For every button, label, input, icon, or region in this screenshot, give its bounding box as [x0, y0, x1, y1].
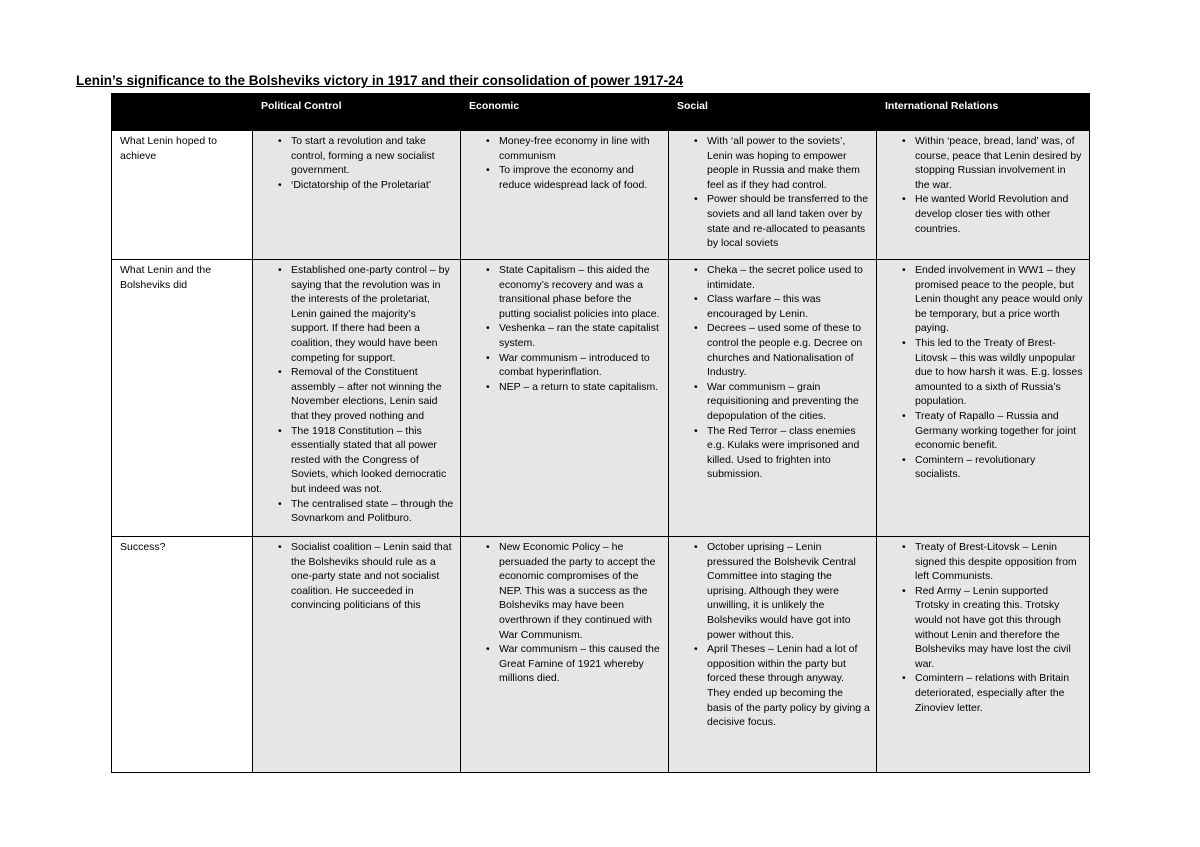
list-item: • The centralised state – through the Sovnarkom and Politburo.	[257, 497, 454, 526]
table-row	[112, 131, 1090, 260]
list-item: • War communism – this caused the Great Famine of 1921 whereby millions died.	[465, 642, 662, 686]
bullet-list	[673, 263, 870, 482]
cell-success-social	[669, 537, 877, 773]
row-label-hoped: What Lenin hoped to achieve	[112, 131, 253, 260]
bullet-list	[881, 134, 1083, 236]
bullet-list	[465, 134, 662, 192]
list-item: • October uprising – Lenin pressured the Bolshevik Central Committee into staging the uprising. Although they were unwilling, it is unlikely the Bolsheviks would have got into power without this.	[673, 540, 870, 642]
list-item: • ‘Dictatorship of the Proletariat’	[257, 178, 454, 193]
cell-hoped-economic	[461, 131, 669, 260]
cell-success-economic	[461, 537, 669, 773]
list-item: • Decrees – used some of these to control the people e.g. Decree on churches and Nationalisation of Industry.	[673, 321, 870, 379]
bullet-list	[673, 540, 870, 730]
header-international-relations: International Relations	[877, 94, 1090, 131]
list-item: • Ended involvement in WW1 – they promised peace to the people, but Lenin thought any peace would only be temporary, but a price worth paying.	[881, 263, 1083, 336]
bullet-list	[257, 134, 454, 192]
list-item: • The 1918 Constitution – this essentially stated that all power rested with the Congress of Soviets, which looked democratic but indeed was not.	[257, 424, 454, 497]
cell-did-economic	[461, 260, 669, 537]
header-political-control: Political Control	[253, 94, 461, 131]
bullet-list	[881, 263, 1083, 482]
cell-hoped-social	[669, 131, 877, 260]
header-economic: Economic	[461, 94, 669, 131]
bullet-list	[257, 540, 454, 613]
list-item: • With ‘all power to the soviets’, Lenin was hoping to empower people in Russia and make them feel as if they had control.	[673, 134, 870, 192]
cell-did-political	[253, 260, 461, 537]
list-item: • Money-free economy in line with communism	[465, 134, 662, 163]
list-item: • The Red Terror – class enemies e.g. Kulaks were imprisoned and killed. Used to frighten into submission.	[673, 424, 870, 482]
cell-did-social	[669, 260, 877, 537]
header-blank	[112, 94, 253, 131]
list-item: • State Capitalism – this aided the economy’s recovery and was a transitional phase before the putting socialist policies into place.	[465, 263, 662, 321]
row-label-success: Success?	[112, 537, 253, 773]
cell-hoped-international	[877, 131, 1090, 260]
row-label-did: What Lenin and the Bolsheviks did	[112, 260, 253, 537]
cell-did-international	[877, 260, 1090, 537]
list-item: • New Economic Policy – he persuaded the party to accept the economic compromises of the NEP. This was a success as the Bolsheviks may have been overthrown if they continued with War Communism.	[465, 540, 662, 642]
bullet-list	[465, 263, 662, 394]
list-item: • Class warfare – this was encouraged by Lenin.	[673, 292, 870, 321]
list-item: • April Theses – Lenin had a lot of opposition within the party but forced these through anyway. They ended up becoming the basis of the party policy by giving a decisive focus.	[673, 642, 870, 730]
bullet-list	[257, 263, 454, 526]
list-item: • Veshenka – ran the state capitalist system.	[465, 321, 662, 350]
table-row	[112, 260, 1090, 537]
bullet-list	[673, 134, 870, 251]
header-row	[112, 94, 1090, 131]
cell-success-political	[253, 537, 461, 773]
list-item: • War communism – introduced to combat hyperinflation.	[465, 351, 662, 380]
list-item: • Comintern – relations with Britain deteriorated, especially after the Zinoviev letter.	[881, 671, 1083, 715]
page-title: Lenin’s significance to the Bolsheviks victory in 1917 and their consolidation of power 1917-24	[76, 73, 684, 88]
list-item: • Comintern – revolutionary socialists.	[881, 453, 1083, 482]
cell-hoped-political	[253, 131, 461, 260]
bullet-list	[465, 540, 662, 686]
list-item: • NEP – a return to state capitalism.	[465, 380, 662, 395]
list-item: • Socialist coalition – Lenin said that the Bolsheviks should rule as a one-party state and not socialist coalition. He succeeded in convincing politicians of this	[257, 540, 454, 613]
list-item: • War communism – grain requisitioning and preventing the depopulation of the cities.	[673, 380, 870, 424]
list-item: • Treaty of Rapallo – Russia and Germany working together for joint economic benefit.	[881, 409, 1083, 453]
list-item: • To improve the economy and reduce widespread lack of food.	[465, 163, 662, 192]
list-item: • This led to the Treaty of Brest-Litovsk – this was wildly unpopular due to how harsh it was. E.g. losses amounted to a sixth of Russia’s population.	[881, 336, 1083, 409]
list-item: • Established one-party control – by saying that the revolution was in the interests of the proletariat, Lenin gained the majority’s support. If there had been a coalition, they would have been competing for support.	[257, 263, 454, 365]
lenin-significance-table	[111, 93, 1090, 773]
list-item: • Treaty of Brest-Litovsk – Lenin signed this despite opposition from left Communists.	[881, 540, 1083, 584]
cell-success-international	[877, 537, 1090, 773]
list-item: • Within ‘peace, bread, land’ was, of course, peace that Lenin desired by stopping Russian involvement in the war.	[881, 134, 1083, 192]
table-row	[112, 537, 1090, 773]
list-item: • Removal of the Constituent assembly – after not winning the November elections, Lenin said that they proved nothing and	[257, 365, 454, 423]
list-item: • To start a revolution and take control, forming a new socialist government.	[257, 134, 454, 178]
list-item: • Power should be transferred to the soviets and all land taken over by state and re-allocated to peasants by local soviets	[673, 192, 870, 250]
list-item: • Cheka – the secret police used to intimidate.	[673, 263, 870, 292]
header-social: Social	[669, 94, 877, 131]
list-item: • Red Army – Lenin supported Trotsky in creating this. Trotsky would not have got this through without Lenin and therefore the Bolsheviks may have lost the civil war.	[881, 584, 1083, 672]
bullet-list	[881, 540, 1083, 715]
list-item: • He wanted World Revolution and develop closer ties with other countries.	[881, 192, 1083, 236]
